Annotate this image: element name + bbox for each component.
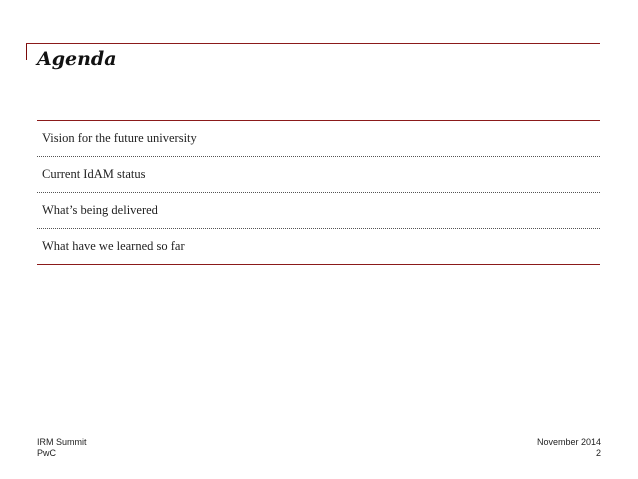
- footer-event: IRM Summit: [37, 437, 87, 447]
- agenda-item: Vision for the future university: [37, 121, 600, 157]
- agenda-item: What’s being delivered: [37, 193, 600, 229]
- footer-company: PwC: [37, 448, 57, 458]
- title-corner-bracket: [26, 43, 27, 60]
- title-top-rule: [26, 43, 600, 44]
- footer-right: [537, 437, 601, 459]
- agenda-item: Current IdAM status: [37, 157, 600, 193]
- agenda-item: What have we learned so far: [37, 229, 600, 265]
- footer-left: [37, 437, 87, 459]
- page-number: 2: [595, 448, 601, 458]
- agenda-list: [37, 120, 600, 265]
- page-title: Agenda: [37, 48, 117, 70]
- footer-date: November 2014: [536, 437, 601, 447]
